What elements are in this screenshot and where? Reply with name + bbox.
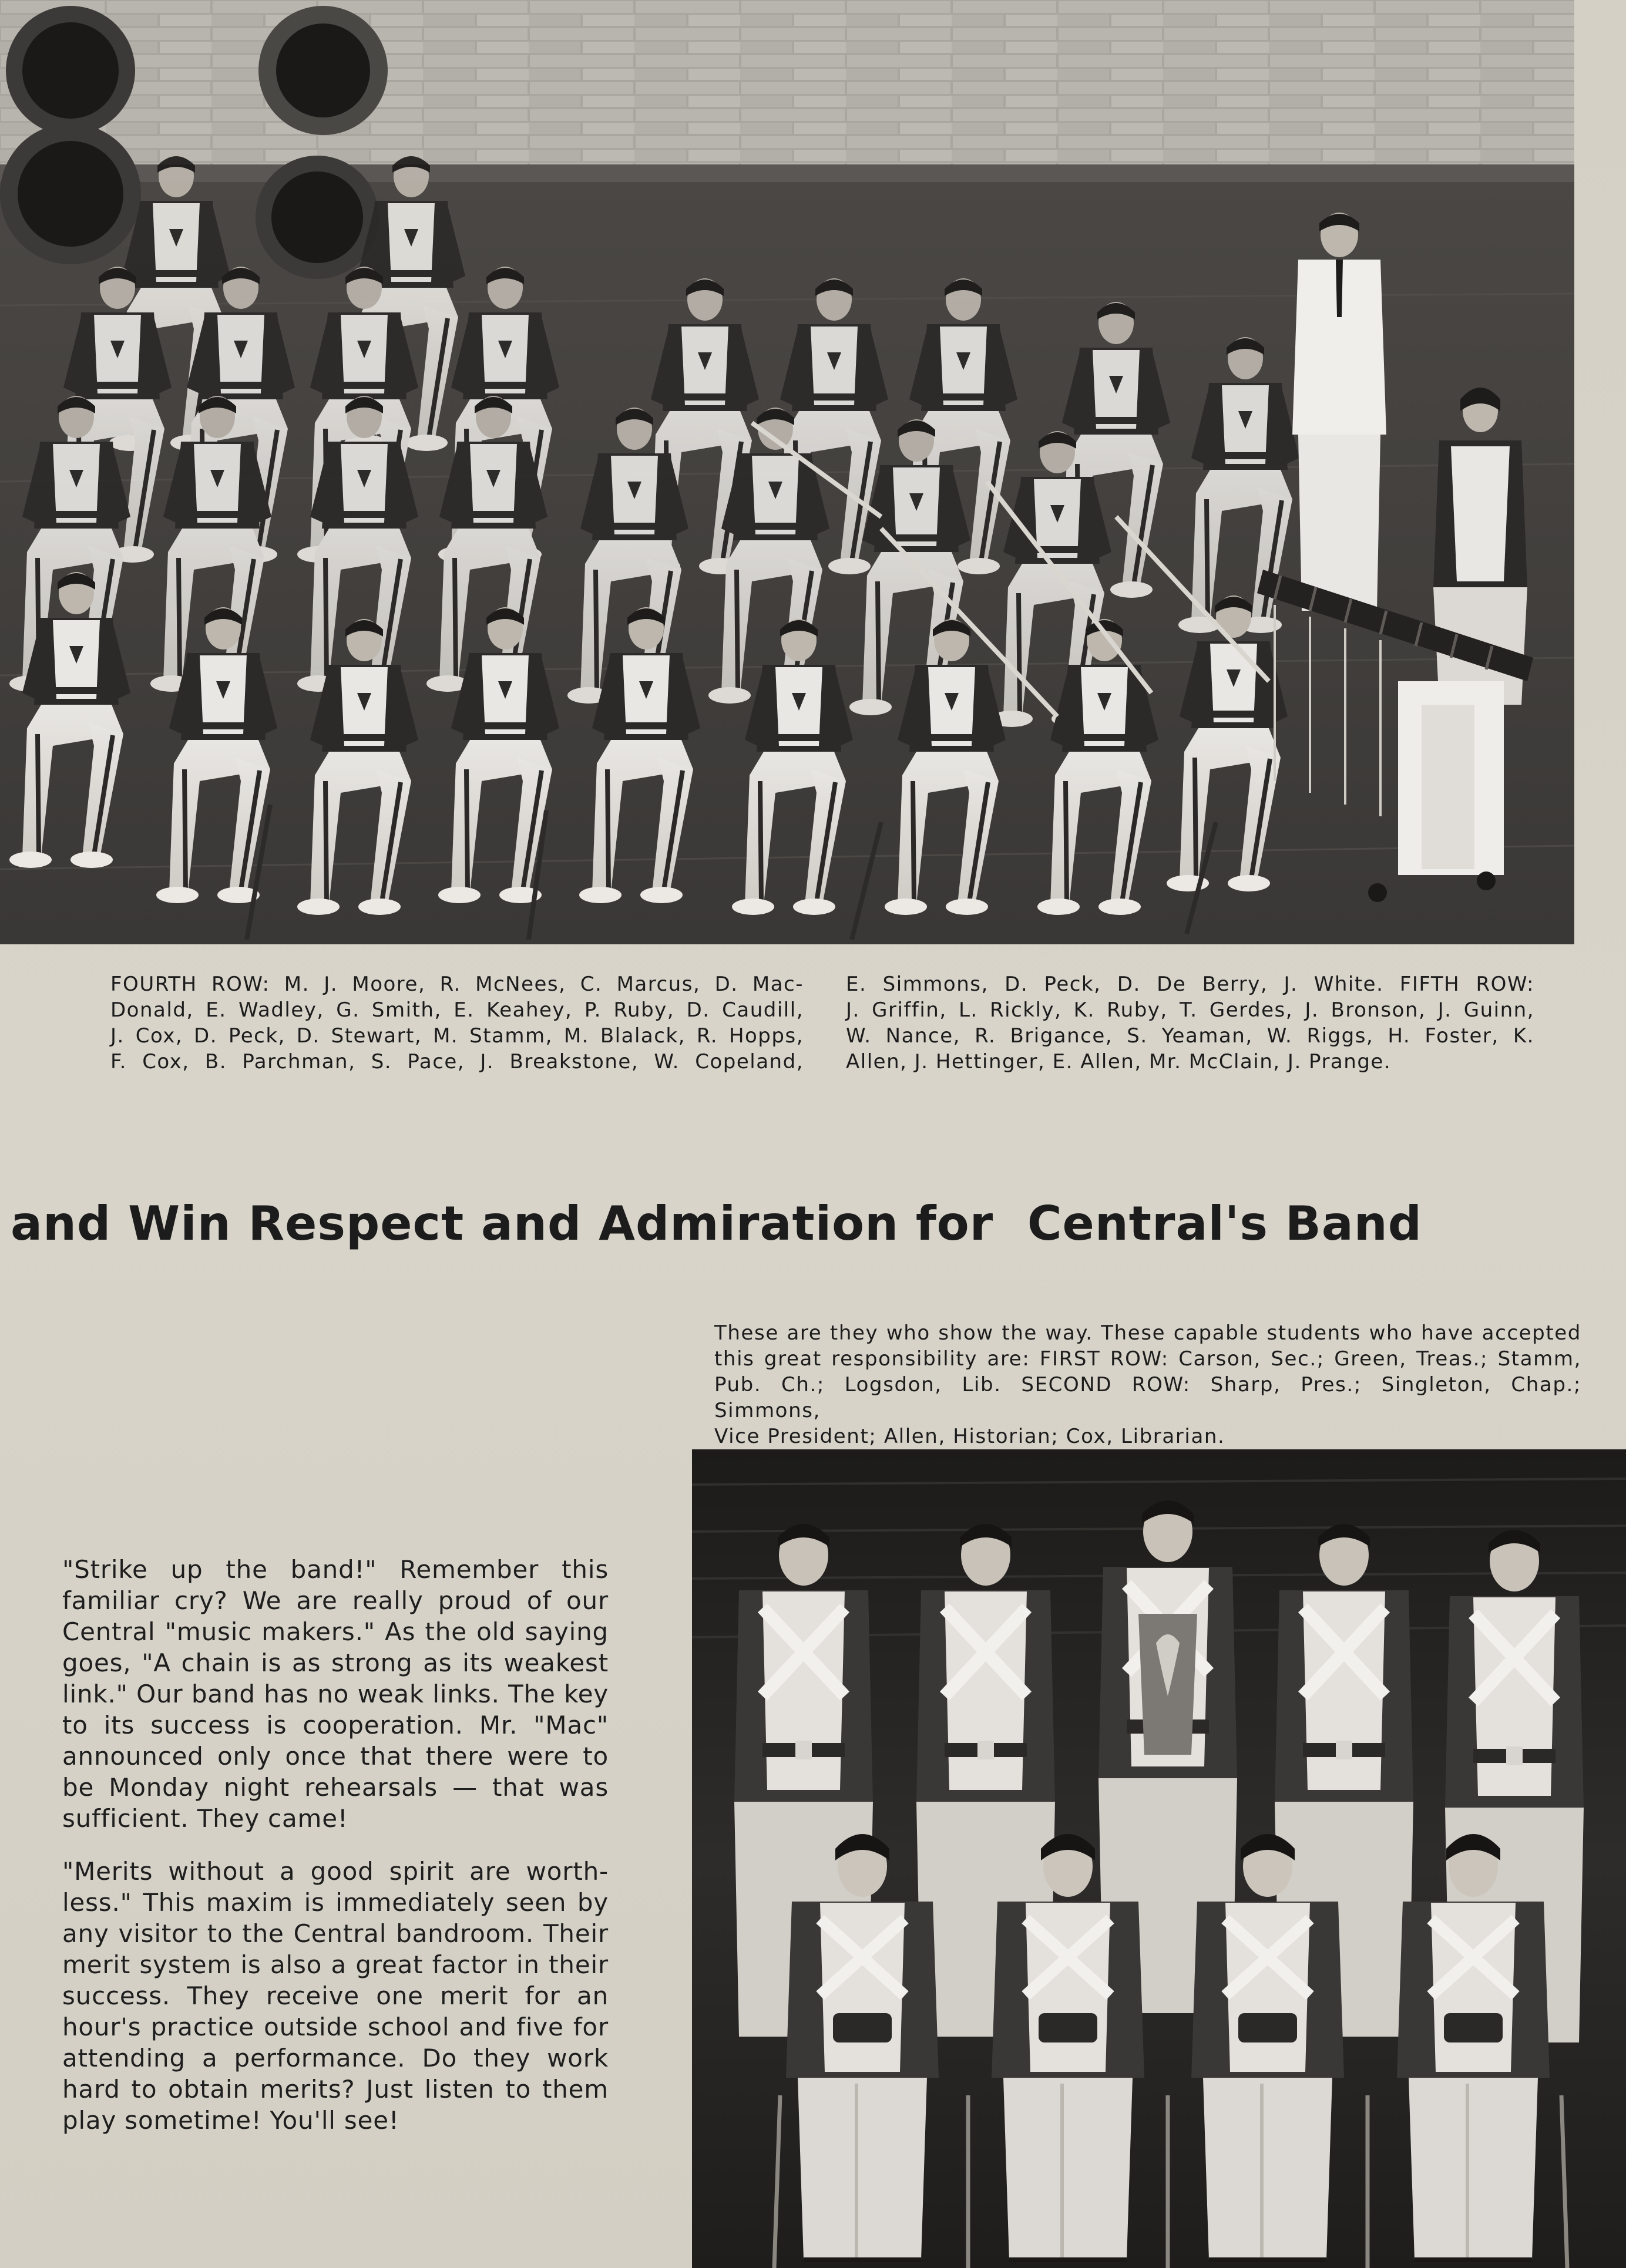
band-group-photo [0, 0, 1574, 944]
text-line: sufficient. They came! [62, 1804, 348, 1833]
caption-line: W. Nance, R. Brigance, S. Yeaman, W. Riggs, H. Foster, K. [846, 1024, 1534, 1048]
text-line: merit system is also a great factor in their [62, 1950, 609, 1979]
text-line: be Monday night rehearsals — that was [62, 1773, 609, 1802]
caption-left-column [110, 971, 804, 1075]
text-line: "Merits without a good spirit are worth- [62, 1857, 609, 1886]
text-line: link." Our band has no weak links. The key [62, 1680, 609, 1708]
caption-line: J. Griffin, L. Rickly, K. Ruby, T. Gerdes, J. Bronson, J. Guinn, [846, 998, 1534, 1022]
body-paragraph-2 [62, 1856, 609, 2136]
caption-line: Vice President; Allen, Historian; Cox, Librarian. [714, 1425, 1225, 1448]
caption-line: E. Simmons, D. Peck, D. De Berry, J. White. FIFTH ROW: [846, 973, 1534, 996]
officers-photo-illustration [692, 1449, 1626, 2268]
caption-line: Pub. Ch.; Logsdon, Lib. SECOND ROW: Sharp, Pres.; Singleton, Chap.; Simmons, [714, 1373, 1581, 1422]
text-line: play sometime! You'll see! [62, 2106, 399, 2135]
text-line: "Strike up the band!" Remember this [62, 1555, 609, 1584]
text-line: Central "music makers." As the old saying [62, 1617, 609, 1646]
caption-line: this great responsibility are: FIRST ROW: Carson, Sec.; Green, Treas.; Stamm, [714, 1347, 1581, 1371]
text-line: hour's practice outside school and five for [62, 2013, 609, 2041]
text-line: any visitor to the Central bandroom. Their [62, 1919, 609, 1948]
caption-line: J. Cox, D. Peck, D. Stewart, M. Stamm, M. Blalack, R. Hopps, [110, 1024, 804, 1048]
caption-line: F. Cox, B. Parchman, S. Pace, J. Breakstone, W. Copeland, [110, 1050, 804, 1074]
officer-photo-caption [714, 1320, 1581, 1449]
caption-line: Donald, E. Wadley, G. Smith, E. Keahey, P. Ruby, D. Caudill, [110, 998, 804, 1022]
text-line: goes, "A chain is as strong as its weakest [62, 1648, 609, 1677]
caption-line: FOURTH ROW: M. J. Moore, R. McNees, C. Marcus, D. Mac- [110, 973, 804, 996]
text-line: hard to obtain merits? Just listen to them [62, 2075, 609, 2104]
band-photo-illustration [0, 0, 1574, 944]
text-line: to its success is cooperation. Mr. "Mac" [62, 1711, 609, 1739]
band-officers-photo [692, 1449, 1626, 2268]
body-paragraph-1 [62, 1554, 609, 1834]
text-line: familiar cry? We are really proud of our [62, 1586, 609, 1615]
page-headline: and Win Respect and Admiration for Central's Band [11, 1196, 1423, 1251]
text-line: less." This maxim is immediately seen by [62, 1888, 609, 1917]
caption-line: Allen, J. Hettinger, E. Allen, Mr. McClain, J. Prange. [846, 1050, 1392, 1074]
text-line: announced only once that there were to [62, 1742, 609, 1771]
text-line: success. They receive one merit for an [62, 1981, 609, 2010]
text-line: attending a performance. Do they work [62, 2044, 609, 2072]
caption-line: These are they who show the way. These capable students who have accepted [714, 1321, 1581, 1345]
caption-right-column [846, 971, 1534, 1075]
